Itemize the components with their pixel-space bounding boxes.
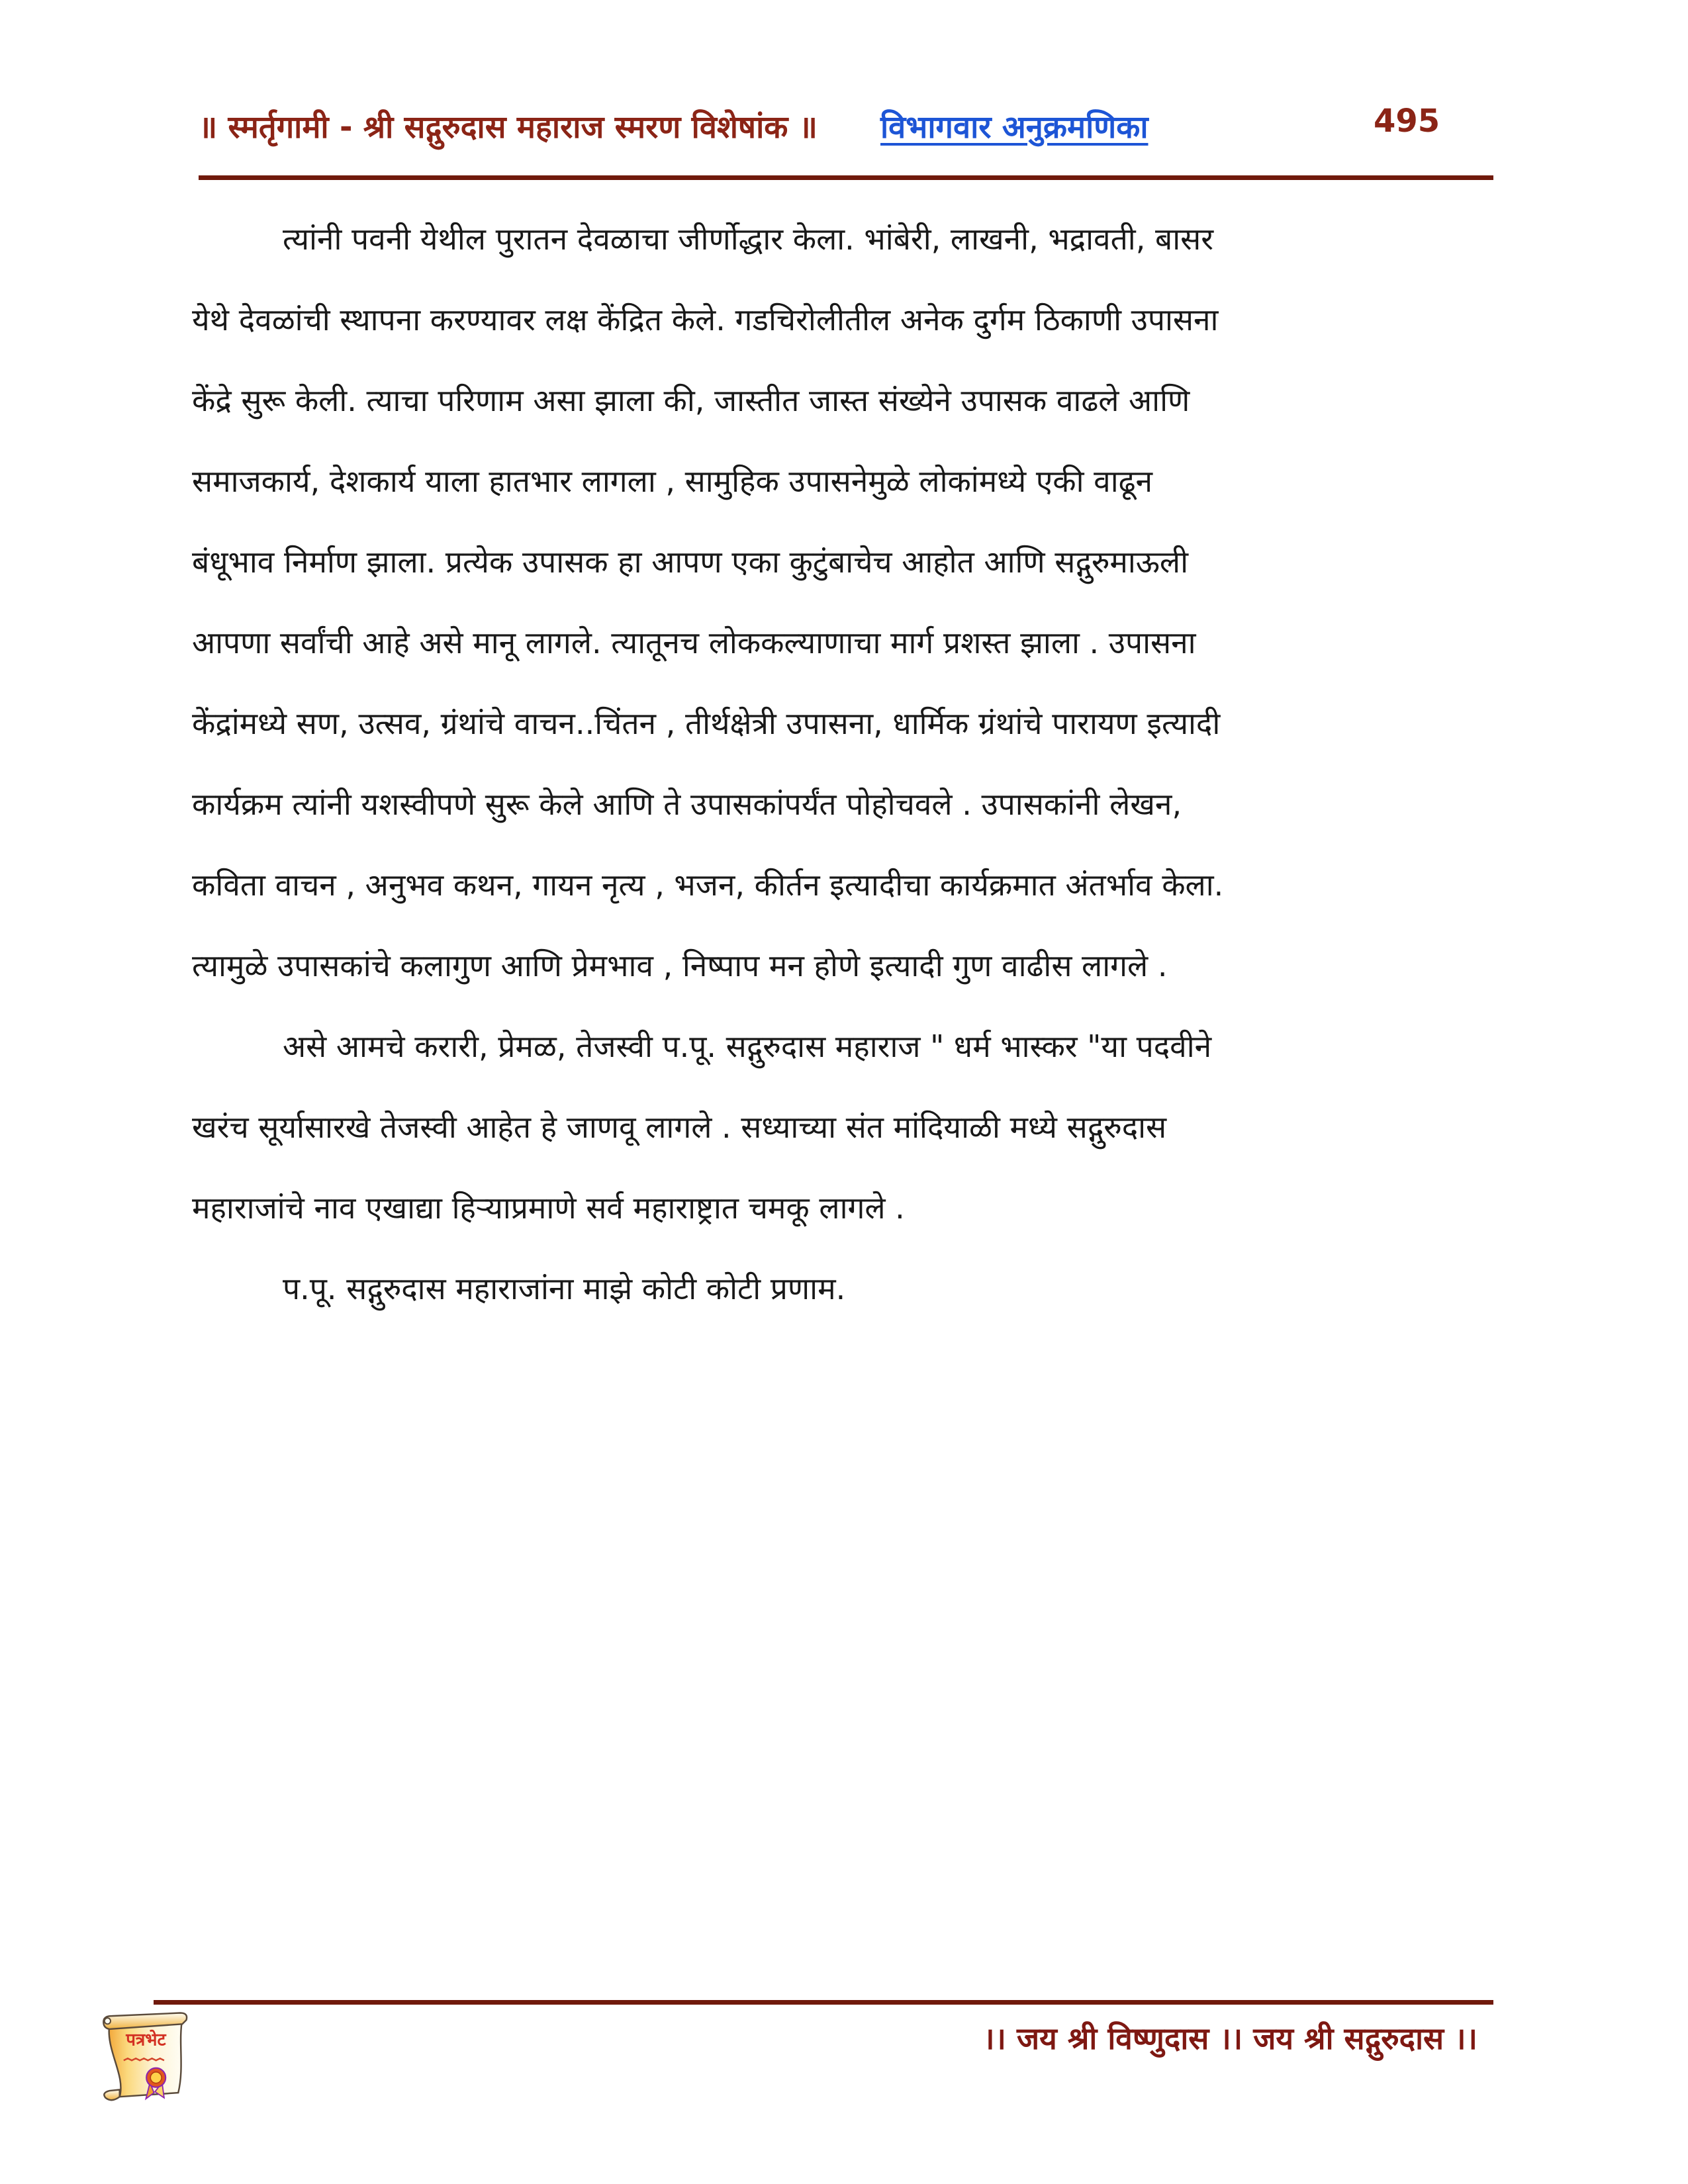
text-line: कविता वाचन , अनुभव कथन, गायन नृत्य , भजन, कीर्तन इत्यादीचा कार्यक्रमात अंतर्भाव केला. bbox=[192, 867, 1224, 903]
logo-wordmark: पत्रभेट bbox=[126, 2030, 166, 2050]
rosette-center bbox=[150, 2072, 162, 2083]
footer-blessing: ।। जय श्री विष्णुदास ।। जय श्री सद्गुरुदास ।। bbox=[983, 2021, 1477, 2056]
footer-divider bbox=[154, 2000, 1493, 2005]
text-line: येथे देवळांची स्थापना करण्यावर लक्ष केंद्रित केले. गडचिरोलीतील अनेक दुर्गम ठिकाणी उपासना bbox=[192, 302, 1219, 338]
text-line: महाराजांचे नाव एखाद्या हिऱ्याप्रमाणे सर्व महाराष्ट्रात चमकू लागले . bbox=[192, 1190, 905, 1226]
text-line: कार्यक्रम त्यांनी यशस्वीपणे सुरू केले आणि ते उपासकांपर्यंत पोहोचवले . उपासकांनी लेखन, bbox=[192, 786, 1182, 822]
document-body bbox=[192, 199, 1503, 1329]
section-index-link[interactable]: विभागवार अनुक्रमणिका bbox=[880, 109, 1149, 146]
text-line: त्यामुळे उपासकांचे कलागुण आणि प्रेमभाव , निष्पाप मन होणे इत्यादी गुण वाढीस लागले . bbox=[192, 948, 1168, 983]
text-line: बंधूभाव निर्माण झाला. प्रत्येक उपासक हा आपण एका कुटुंबाचेच आहोत आणि सद्गुरुमाऊली bbox=[192, 544, 1189, 580]
text-line: त्यांनी पवनी येथील पुरातन देवळाचा जीर्णोद्धार केला. भांबेरी, लाखनी, भद्रावती, बासर bbox=[283, 221, 1214, 257]
scroll-bottom-curl bbox=[104, 2090, 119, 2101]
text-line: आपणा सर्वांची आहे असे मानू लागले. त्यातूनच लोककल्याणाचा मार्ग प्रशस्त झाला . उपासना bbox=[192, 625, 1196, 660]
text-line: असे आमचे करारी, प्रेमळ, तेजस्वी प.पू. सद्गुरुदास महाराज " धर्म भास्कर "या पदवीने bbox=[283, 1028, 1212, 1064]
patrabhet-scroll-logo bbox=[93, 2012, 205, 2108]
text-line: केंद्रांमध्ये सण, उत्सव, ग्रंथांचे वाचन..चिंतन , तीर्थक्षेत्री उपासना, धार्मिक ग्रंथांचे पारायण इत्यादी bbox=[192, 705, 1221, 741]
text-line: केंद्रे सुरू केली. त्याचा परिणाम असा झाला की, जास्तीत जास्त संख्येने उपासक वाढले आणि bbox=[192, 383, 1190, 418]
page-title: ॥ स्मर्तृगामी - श्री सद्गुरुदास महाराज स्मरण विशेषांक ॥ bbox=[199, 109, 818, 146]
text-line: खरंच सूर्यासारखे तेजस्वी आहेत हे जाणवू लागले . सध्याच्या संत मांदियाळी मध्ये सद्गुरुदास bbox=[192, 1109, 1167, 1145]
header-divider bbox=[199, 175, 1493, 180]
text-line: समाजकार्य, देशकार्य याला हातभार लागला , सामुहिक उपासनेमुळे लोकांमध्ये एकी वाढून bbox=[192, 463, 1153, 499]
page-number: 495 bbox=[1374, 103, 1440, 140]
text-line: प.पू. सद्गुरुदास महाराजांना माझे कोटी कोटी प्रणाम. bbox=[283, 1271, 846, 1306]
